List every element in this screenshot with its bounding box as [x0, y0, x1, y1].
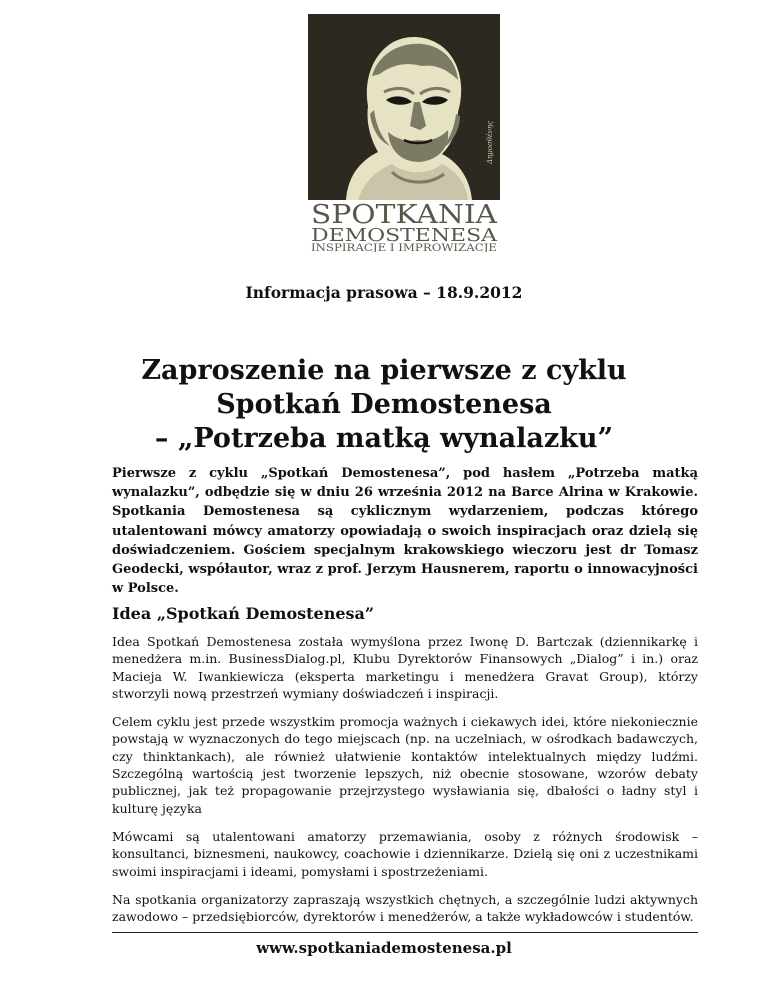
title-line-3: – „Potrzeba matką wynalazku”: [154, 423, 614, 454]
logo-signature: Δημοσθένης: [486, 120, 494, 164]
paragraph-2: Celem cyklu jest przede wszystkim promocja ważnych i ciekawych idei, które niekoniecznie powstają w wyznaczonych do tego miejscach (np. na uczelniach, w ośrodkach badawczych, czy thinktankach), ale również ułatwienie kontaktów intelektualnych między ludźmi. Szczególną wartością jest tworzenie lepszych, niż obecnie stosowane, wzorów debaty publicznej, jak też propagowanie przejrzystego wysławiania się, dbałości o ładny styl i kulturę języka: [112, 714, 698, 816]
footer-divider: [112, 932, 698, 933]
title-line-1: Zaproszenie na pierwsze z cyklu: [141, 355, 627, 386]
title-line-2: Spotkań Demostenesa: [216, 389, 552, 420]
footer-website-link[interactable]: www.spotkaniademostenesa.pl: [256, 939, 512, 957]
paragraph-1: Idea Spotkań Demostenesa została wymyślona przez Iwonę D. Bartczak (dziennikarkę i menedżera m.in. BusinessDialog.pl, Klubu Dyrektorów Finansowych „Dialog” i in.) oraz Macieja W. Iwankiewicza (eksperta marketingu i menedżera Gravat Group), którzy stworzyli nową przestrzeń wymiany doświadczeń i inspiracji.: [112, 634, 698, 701]
body-text: [112, 633, 698, 936]
lead-paragraph: Pierwsze z cyklu „Spotkań Demostenesa”, pod hasłem „Potrzeba matką wynalazku”, odbędzie się w dniu 26 września 2012 na Barce Alrina w Krakowie. Spotkania Demostenesa są cyklicznym wydarzeniem, podczas którego utalentowani mówcy amatorzy opowiadają o swoich inspiracjach oraz dzielą się doświadczeniem. Gościem specjalnym krakowskiego wieczoru jest dr Tomasz Geodecki, współautor, wraz z prof. Jerzym Hausnerem, raportu o innowacyjności w Polsce.: [112, 466, 698, 597]
paragraph-4: Na spotkania organizatorzy zapraszają wszystkich chętnych, a szczególnie ludzi aktywnych zawodowo – przedsiębiorców, dyrektorów i menedżerów, a także wykładowców i studentów.: [112, 891, 698, 925]
logo-line-spotkania: SPOTKANIA: [311, 200, 499, 230]
event-logo: [308, 14, 500, 252]
section-heading: Idea „Spotkań Demostenesa”: [112, 604, 375, 623]
page-title: [60, 354, 708, 456]
logo-line-demostenesa: DEMOSTENESA: [311, 225, 499, 246]
paragraph-3: Mówcami są utalentowani amatorzy przemawiania, osoby z różnych środowisk – konsultanci, biznesmeni, naukowcy, coachowie i dziennikarze. Dzielą się oni z uczestnikami swoimi inspiracjami i ideami, pomysłami i spostrzeżeniami.: [112, 828, 698, 879]
press-release-date: Informacja prasowa – 18.9.2012: [245, 283, 523, 302]
logo-line-tagline: INSPIRACJE I IMPROWIZACJE: [311, 243, 497, 252]
